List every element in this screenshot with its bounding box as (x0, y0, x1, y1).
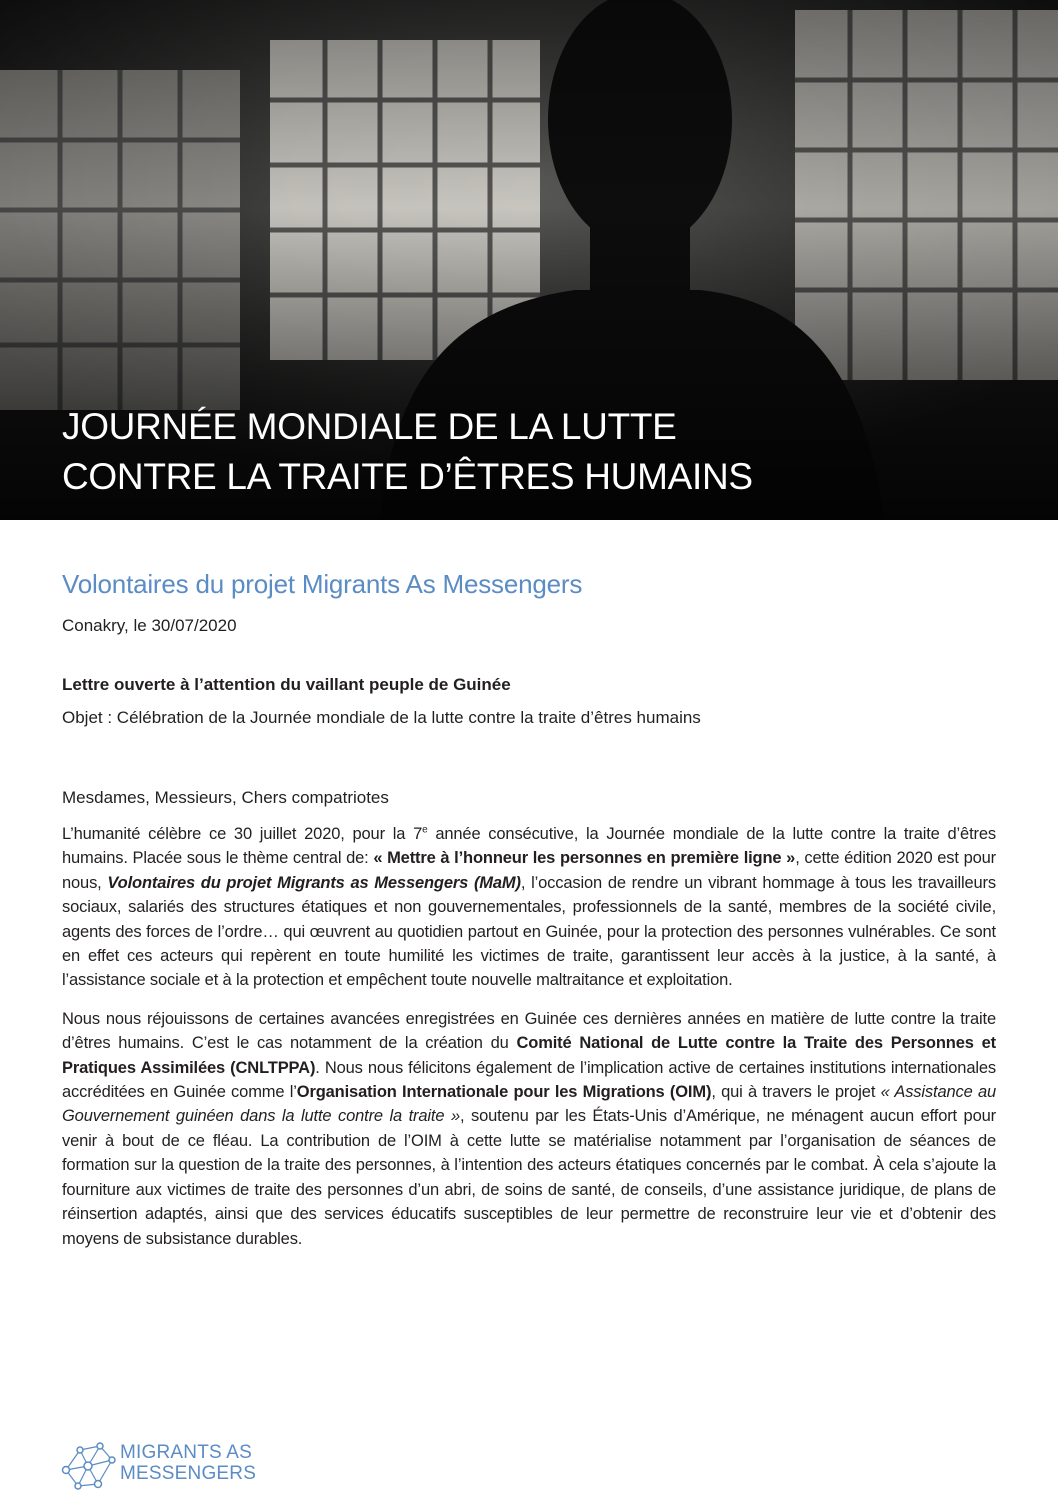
para2-text-2: . Nous nous félicitons également de l’implication active de certaines institutions internationales accréditées en Guinée comme l’ (62, 1058, 996, 1102)
para1-text-1: L’humanité célèbre ce 30 juillet 2020, pour la 7 (62, 825, 423, 843)
para1-text-4: , l’occasion de rendre un vibrant hommage à tous les travailleurs sociaux, salariés des structures étatiques et non gouvernementales, professionnels de la santé, membres de la société civile, agents des forces de l’ordre… qui œuvrent au quotidien partout en Guinée, pour la protection des personnes vulnérables. Ce sont en effet ces acteurs qui repèrent en toute humilité les victimes de traite, garantissent leur accès à la justice, à la santé, à l’assistance sociale et à la protection et empêchent toute nouvelle maltraitance et exploitation. (62, 873, 996, 990)
para2-text-4: , soutenu par les États-Unis d’Amérique, ne ménagent aucun effort pour venir à bout de ce fléau. La contribution de l’OIM à cette lutte se matérialise notamment par l’organisation de séances de formation sur la question de la traite des personnes, à l’intention des acteurs étatiques concernés par le combat. À cela s’ajoute la fourniture aux victimes de traite des personnes d’un abri, de soins de santé, de conseils, d’une assistance juridique, de plans de réinsertion adaptés, ainsi que des services éducatifs susceptibles de leur permettre de reconstruire leur vie et d’obtenir des moyens de subsistance durables. (62, 1107, 996, 1248)
letter-object: Objet : Célébration de la Journée mondiale de la lutte contre la traite d’êtres humains (62, 708, 701, 727)
para2-cnltppa: Comité National de Lutte contre la Traite des Personnes et Pratiques Assimilées (CNLTPPA) (62, 1034, 996, 1077)
network-icon (60, 1440, 116, 1492)
para1-theme: « Mettre à l’honneur les personnes en première ligne » (373, 849, 796, 868)
paragraph-2 (62, 1007, 996, 1251)
para1-text-2: année consécutive, la Journée mondiale de la lutte contre la traite d’êtres humains. Placée sous le thème central de: (62, 825, 996, 868)
letter-heading: Lettre ouverte à l’attention du vaillant peuple de Guinée (62, 675, 511, 694)
page-title (62, 402, 753, 502)
subtitle: Volontaires du projet Migrants As Messengers (62, 569, 583, 599)
para2-text-3: , qui à travers le projet (711, 1083, 881, 1102)
logo-line-2: MESSENGERS (120, 1463, 257, 1484)
hero-banner (0, 0, 1058, 520)
para2-text-1: Nous nous réjouissons de certaines avancées enregistrées en Guinée ces dernières années en matière de lutte contre la traite d’êtres humains. C’est le cas notamment de la création du (62, 1009, 996, 1053)
date-line: Conakry, le 30/07/2020 (62, 616, 237, 635)
paragraph-1 (62, 822, 996, 993)
greeting: Mesdames, Messieurs, Chers compatriotes (62, 788, 389, 807)
logo-wordmark (120, 1442, 256, 1484)
mam-logo (60, 1440, 260, 1500)
para2-oim: Organisation Internationale pour les Migrations (OIM) (296, 1083, 712, 1102)
letter-content (62, 566, 996, 1251)
title-line-1: JOURNÉE MONDIALE DE LA LUTTE (62, 406, 677, 447)
title-line-2: CONTRE LA TRAITE D’ÊTRES HUMAINS (62, 456, 753, 497)
para1-text-3: , cette édition 2020 est pour nous, (62, 849, 997, 892)
para1-superscript: e (422, 824, 428, 836)
para1-mam: Volontaires du projet Migrants as Messengers (MaM) (107, 873, 521, 892)
logo-line-1: MIGRANTS AS (120, 1442, 253, 1463)
para2-projet: « Assistance au Gouvernement guinéen dans la lutte contre la traite » (62, 1083, 996, 1126)
